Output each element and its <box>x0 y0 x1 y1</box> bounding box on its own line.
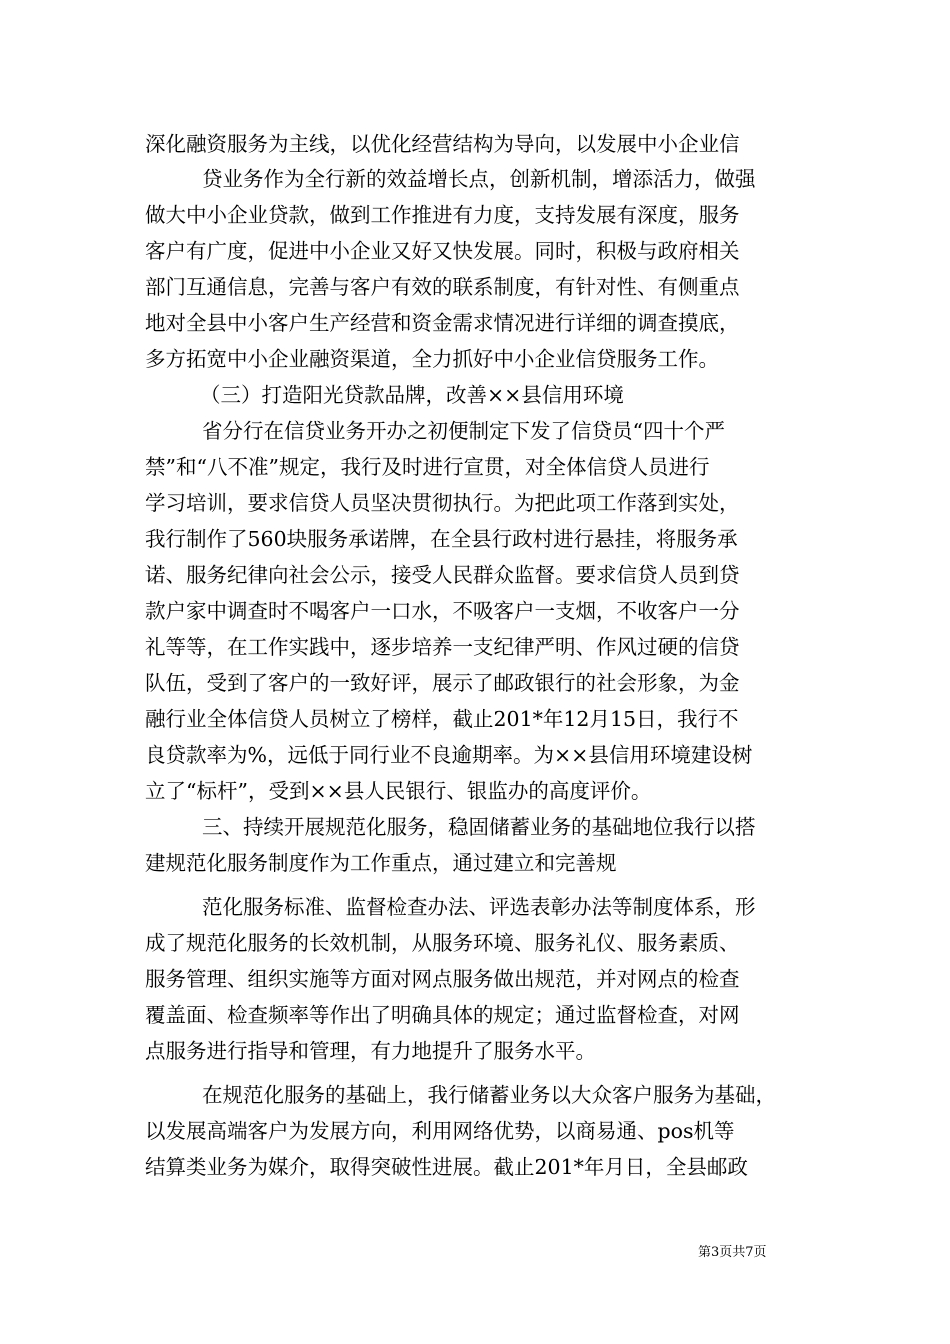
page-number-footer: 第3页共7页 <box>698 1245 767 1260</box>
text-line: 结算类业务为媒介，取得突破性进展。截止201*年月日，全县邮政 <box>145 1155 748 1179</box>
section-heading: （三）打造阳光贷款品牌，改善××县信用环境 <box>200 383 624 407</box>
text-line: 我行制作了560块服务承诺牌，在全县行政村进行悬挂，将服务承 <box>145 527 738 551</box>
text-line: 在规范化服务的基础上，我行储蓄业务以大众客户服务为基础， <box>202 1083 776 1107</box>
text-line: 款户家中调查时不喝客户一口水，不吸客户一支烟，不收客户一分 <box>145 599 740 623</box>
text-line: 点服务进行指导和管理，有力地提升了服务水平。 <box>145 1039 596 1063</box>
section-heading: 三、持续开展规范化服务，稳固储蓄业务的基础地位我行以搭 <box>202 815 756 839</box>
text-line: 覆盖面、检查频率等作出了明确具体的规定；通过监督检查，对网 <box>145 1003 740 1027</box>
text-line: 服务管理、组织实施等方面对网点服务做出规范，并对网点的检查 <box>145 967 740 991</box>
text-line: 省分行在信贷业务开办之初便制定下发了信贷员“四十个严 <box>202 419 725 443</box>
text-line: 良贷款率为%，远低于同行业不良逾期率。为××县信用环境建设树 <box>145 743 753 767</box>
text-line: 做大中小企业贷款，做到工作推进有力度，支持发展有深度，服务 <box>145 203 740 227</box>
text-line: 以发展高端客户为发展方向，利用网络优势，以商易通、pos机等 <box>145 1119 735 1143</box>
text-line: 融行业全体信贷人员树立了榜样，截止201*年12月15日，我行不 <box>145 707 739 731</box>
text-line: 建规范化服务制度作为工作重点，通过建立和完善规 <box>145 851 617 875</box>
text-line: 部门互通信息，完善与客户有效的联系制度，有针对性、有侧重点 <box>145 275 740 299</box>
text-line: 深化融资服务为主线，以优化经营结构为导向，以发展中小企业信 <box>145 132 740 156</box>
text-line: 客户有广度，促进中小企业又好又快发展。同时，积极与政府相关 <box>145 239 740 263</box>
text-line: 贷业务作为全行新的效益增长点，创新机制，增添活力，做强 <box>202 167 756 191</box>
text-line: 立了“标杆”，受到××县人民银行、银监办的高度评价。 <box>145 779 652 803</box>
text-line: 学习培训，要求信贷人员坚决贯彻执行。为把此项工作落到实处， <box>145 491 740 515</box>
text-line: 队伍，受到了客户的一致好评，展示了邮政银行的社会形象，为金 <box>145 671 740 695</box>
text-line: 多方拓宽中小企业融资渠道，全力抓好中小企业信贷服务工作。 <box>145 347 719 371</box>
text-line: 范化服务标准、监督检查办法、评选表彰办法等制度体系，形 <box>202 895 756 919</box>
text-line: 诺、服务纪律向社会公示，接受人民群众监督。要求信贷人员到贷 <box>145 563 740 587</box>
text-line: 成了规范化服务的长效机制，从服务环境、服务礼仪、服务素质、 <box>145 931 740 955</box>
text-line: 禁”和“八不准”规定，我行及时进行宣贯，对全体信贷人员进行 <box>145 455 710 479</box>
text-line: 地对全县中小客户生产经营和资金需求情况进行详细的调查摸底， <box>145 311 740 335</box>
text-line: 礼等等，在工作实践中，逐步培养一支纪律严明、作风过硬的信贷 <box>145 635 740 659</box>
